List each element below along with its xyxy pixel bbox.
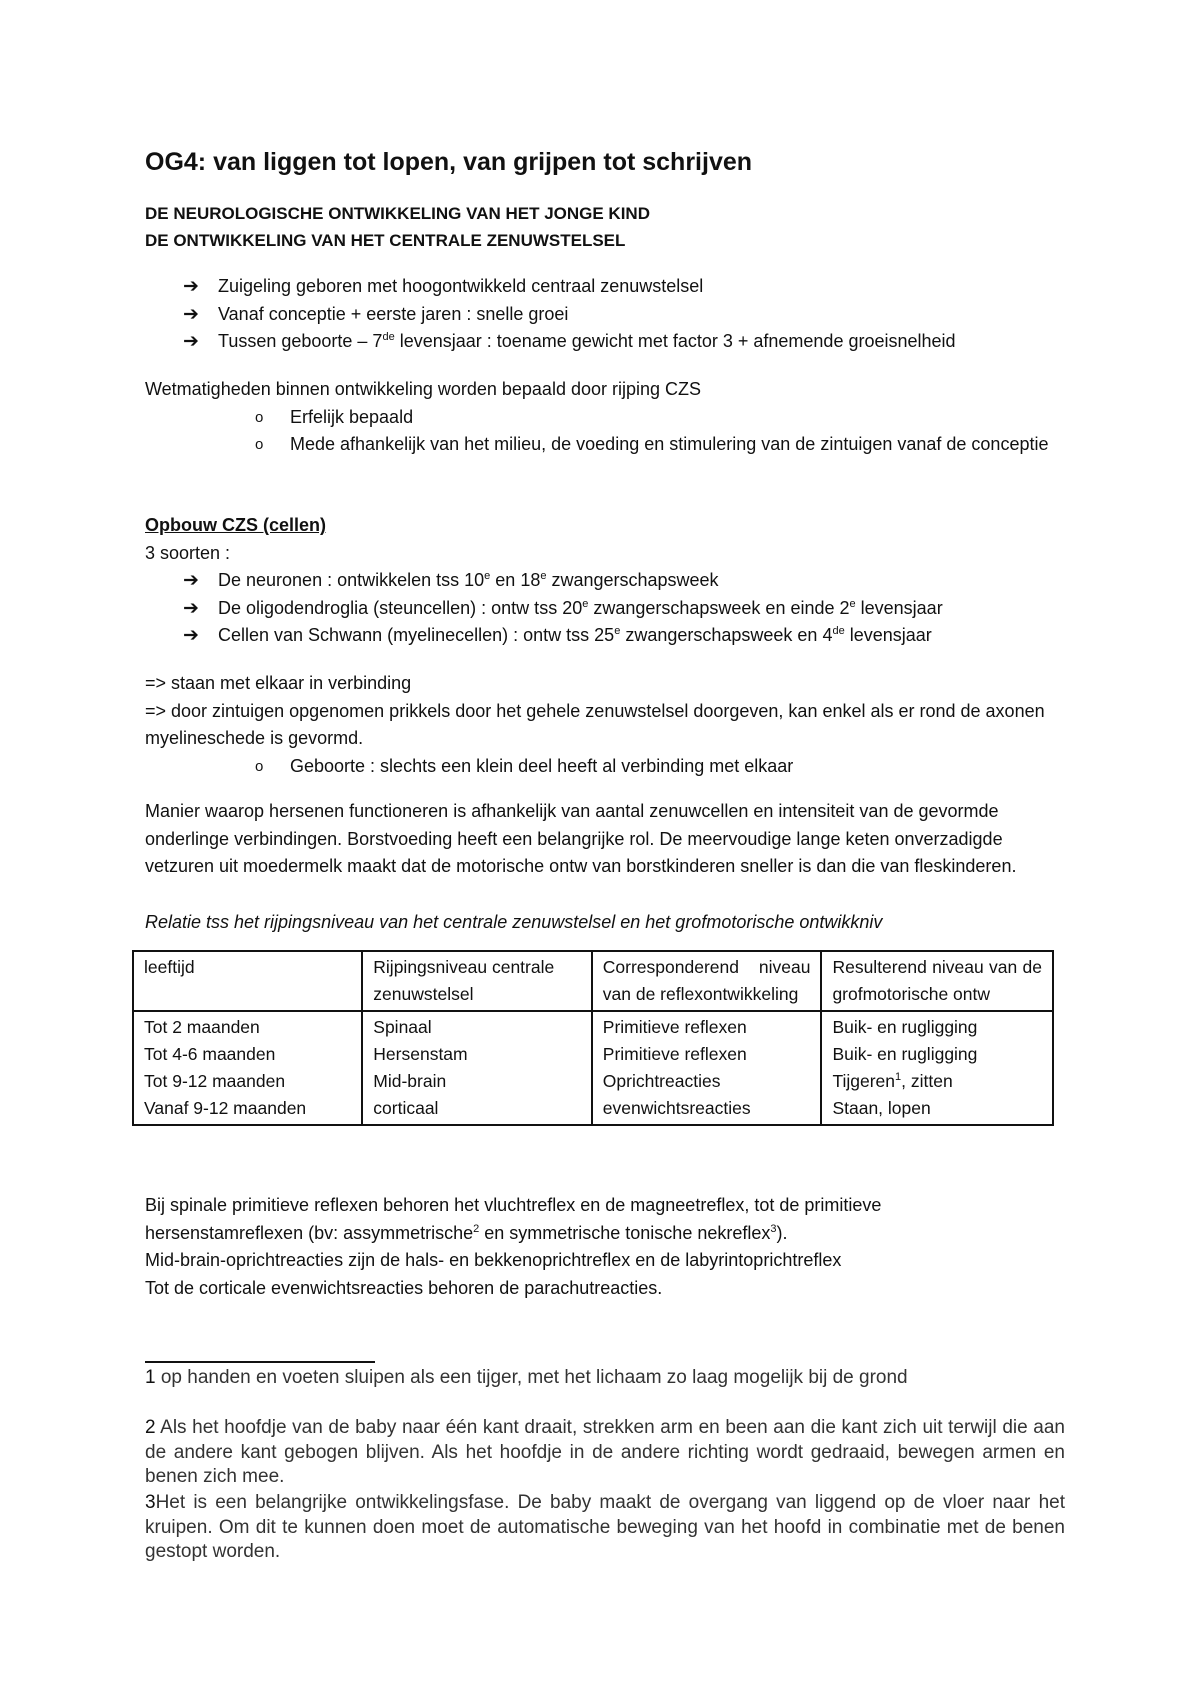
wetmatigheden-block [145, 376, 1065, 459]
superscript: e [540, 570, 547, 582]
arrow-right-icon: ➔ [183, 570, 199, 591]
list-item [145, 622, 1065, 650]
arrow-list-1 [145, 273, 1065, 356]
list-item-text: levensjaar [855, 597, 943, 618]
cell-line: Primitieve reflexen [602, 1017, 747, 1037]
superscript: e [484, 570, 491, 582]
cell-line: Buik- en rugligging [832, 1044, 978, 1064]
footnote-text: Het is een belangrijke ontwikkelingsfase. De baby maakt de overgang van liggend op de vloer naar het kruipen. Om dit te kunnen doen moet de automatische beweging van het hoofd in combinatie met de benen gestopt worden. [145, 1492, 1065, 1562]
footnote-separator [145, 1361, 375, 1363]
text-span: ). [776, 1222, 788, 1243]
footnote-3 [145, 1491, 1065, 1565]
list-item [145, 431, 1065, 459]
text-span: en symmetrische tonische nekreflex [479, 1222, 771, 1243]
cell-line: Tot 4-6 maanden [144, 1044, 276, 1064]
list-item-text: levensjaar : toename gewicht met factor 3 + afnemende groeisnelheid [394, 331, 956, 351]
table-cell-rijping [362, 1011, 592, 1125]
cell-line: Vanaf 9-12 maanden [144, 1098, 307, 1118]
superscript: de [382, 331, 395, 343]
list-item-text: zwangerschapsweek [546, 570, 719, 590]
page-title: OG4: van liggen tot lopen, van grijpen tot schrijven [145, 148, 753, 176]
arrow-list-2 [145, 567, 1065, 650]
superscript: e [614, 625, 621, 637]
list-item [145, 404, 1065, 432]
circle-bullet-icon: o [255, 436, 264, 453]
table-row [133, 1011, 1053, 1125]
arrow-right-icon: ➔ [183, 276, 199, 297]
cell-line: Mid-brain [373, 1071, 447, 1091]
bij-paragraph [145, 1192, 1065, 1302]
list-item-text: zwangerschapsweek en 4 [620, 625, 833, 645]
table-header-cell: Rijpingsniveau centrale zenuwstelsel [362, 951, 592, 1011]
table-cell-grofmotoriek [821, 1011, 1053, 1125]
superscript: e [849, 597, 856, 610]
footnote-number: 3 [145, 1492, 156, 1513]
cell-line: evenwichtsreacties [602, 1098, 751, 1118]
opbouw-heading: Opbouw CZS (cellen) [145, 515, 327, 535]
verbinding-line: => staan met elkaar in verbinding [145, 673, 412, 693]
heading-czs: DE ONTWIKKELING VAN HET CENTRALE ZENUWSTELSEL [145, 231, 626, 250]
superscript: e [582, 597, 589, 610]
list-item [145, 328, 1065, 356]
list-item-text: en 18 [490, 570, 541, 590]
cell-line: Tot 2 maanden [144, 1017, 260, 1037]
footnote-text: op handen en voeten sluipen als een tijger, met het lichaam zo laag mogelijk bij de grond [155, 1367, 908, 1388]
cell-line [832, 1068, 1042, 1095]
footnote-number: 1 [145, 1367, 156, 1388]
list-item-text: Geboorte : slechts een klein deel heeft al verbinding met elkaar [290, 755, 794, 776]
cell-line: Spinaal [373, 1017, 432, 1037]
list-item-text: zwangerschapsweek en einde 2 [588, 597, 850, 618]
footnote-2 [145, 1416, 1065, 1490]
opbouw-block [145, 512, 1065, 650]
table-caption: Relatie tss het rijpingsniveau van het centrale zenuwstelsel en het grofmotorische ontwikkniv [145, 912, 883, 932]
arrow-right-icon: ➔ [183, 625, 199, 646]
opbouw-count: 3 soorten : [145, 542, 231, 563]
table-header-cell: Resulterend niveau van de grofmotorische ontw [821, 951, 1053, 1011]
arrow-right-icon: ➔ [183, 597, 199, 619]
cell-line: Staan, lopen [832, 1098, 931, 1118]
table-header-row [133, 951, 1053, 1011]
circle-bullet-icon: o [255, 757, 264, 775]
cell-line: Tot 9-12 maanden [144, 1071, 286, 1091]
footnote-text: Als het hoofdje van de baby naar één kant draait, strekken arm en been aan die kant zich uit terwijl die aan de andere kant gebogen blijven. Als het hoofdje in de andere richting wordt gedraaid, bewegen armen en benen zich mee. [145, 1417, 1065, 1487]
heading-neurologische: DE NEUROLOGISCHE ONTWIKKELING VAN HET JONGE KIND [145, 204, 650, 223]
cell-text: , zitten [901, 1071, 953, 1091]
superscript: de [832, 625, 845, 637]
verbinding-line: => door zintuigen opgenomen prikkels door het gehele zenuwstelsel doorgeven, kan enkel als er rond de axonen myelineschede is gevormd. [145, 700, 1045, 748]
cell-line: Oprichtreacties [602, 1071, 721, 1091]
bij-line: Tot de corticale evenwichtsreacties behoren de parachutreacties. [145, 1277, 663, 1298]
manier-paragraph: Manier waarop hersenen functioneren is afhankelijk van aantal zenuwcellen en intensiteit van de gevormde onderlinge verbindingen. Borstvoeding heeft een belangrijke rol. De meervoudige lange keten onverzadigde vetzuren uit moedermelk maakt dat de motorische ontw van borstkinderen sneller is dan die van fleskinderen. [145, 801, 1017, 876]
text-span: hersenstamreflexen (bv: assymmetrische [145, 1222, 474, 1243]
circle-bullet-icon: o [255, 408, 264, 426]
list-item-text: Erfelijk bepaald [290, 406, 414, 427]
list-item [145, 753, 1065, 781]
list-item-text: Cellen van Schwann (myelinecellen) : ontw tss 25 [218, 625, 615, 645]
footnote-number: 2 [145, 1417, 156, 1438]
bij-line: Bij spinale primitieve reflexen behoren het vluchtreflex en de magneetreflex, tot de primitieve [145, 1195, 882, 1215]
list-item-text: Tussen geboorte – 7 [218, 331, 383, 351]
footnote-1 [145, 1366, 1065, 1391]
cell-text: Tijgeren [832, 1071, 896, 1091]
table-cell-leeftijd [133, 1011, 362, 1125]
list-item [145, 567, 1065, 595]
verbinding-block [145, 670, 1065, 780]
circle-list-wetmatig [145, 404, 1065, 459]
list-item-text: De neuronen : ontwikkelen tss 10 [218, 570, 485, 590]
list-item-text: Mede afhankelijk van het milieu, de voeding en stimulering van de zintuigen vanaf de conceptie [290, 434, 1049, 454]
table-cell-reflex [592, 1011, 822, 1125]
bij-line: Mid-brain-oprichtreacties zijn de hals- en bekkenoprichtreflex en de labyrintoprichtreflex [145, 1250, 842, 1270]
footnote-ref: 1 [895, 1071, 902, 1084]
cell-line: Hersenstam [373, 1044, 468, 1064]
arrow-right-icon: ➔ [183, 303, 199, 325]
table-header-cell: leeftijd [133, 951, 362, 1011]
list-item [145, 301, 1065, 329]
section-headings [145, 200, 1065, 254]
circle-list-verbinding [145, 753, 1065, 781]
wetmatigheden-intro: Wetmatigheden binnen ontwikkeling worden bepaald door rijping CZS [145, 379, 702, 399]
list-item-text: Zuigeling geboren met hoogontwikkeld centraal zenuwstelsel [218, 276, 704, 296]
footnote-ref: 2 [473, 1222, 480, 1235]
list-item [145, 273, 1065, 301]
cell-line: corticaal [373, 1098, 439, 1118]
footnote-ref: 3 [770, 1222, 777, 1235]
cell-line: Buik- en rugligging [832, 1017, 978, 1037]
list-item-text: levensjaar [844, 625, 932, 645]
list-item-text: Vanaf conceptie + eerste jaren : snelle groei [218, 303, 569, 324]
relatie-table [132, 950, 1054, 1126]
list-item [145, 595, 1065, 623]
table-header-cell: Corresponderend niveau van de reflexontwikkeling [592, 951, 822, 1011]
list-item-text: De oligodendroglia (steuncellen) : ontw tss 20 [218, 597, 583, 618]
arrow-right-icon: ➔ [183, 331, 199, 352]
cell-line: Primitieve reflexen [602, 1044, 747, 1064]
bij-line [145, 1220, 1065, 1248]
